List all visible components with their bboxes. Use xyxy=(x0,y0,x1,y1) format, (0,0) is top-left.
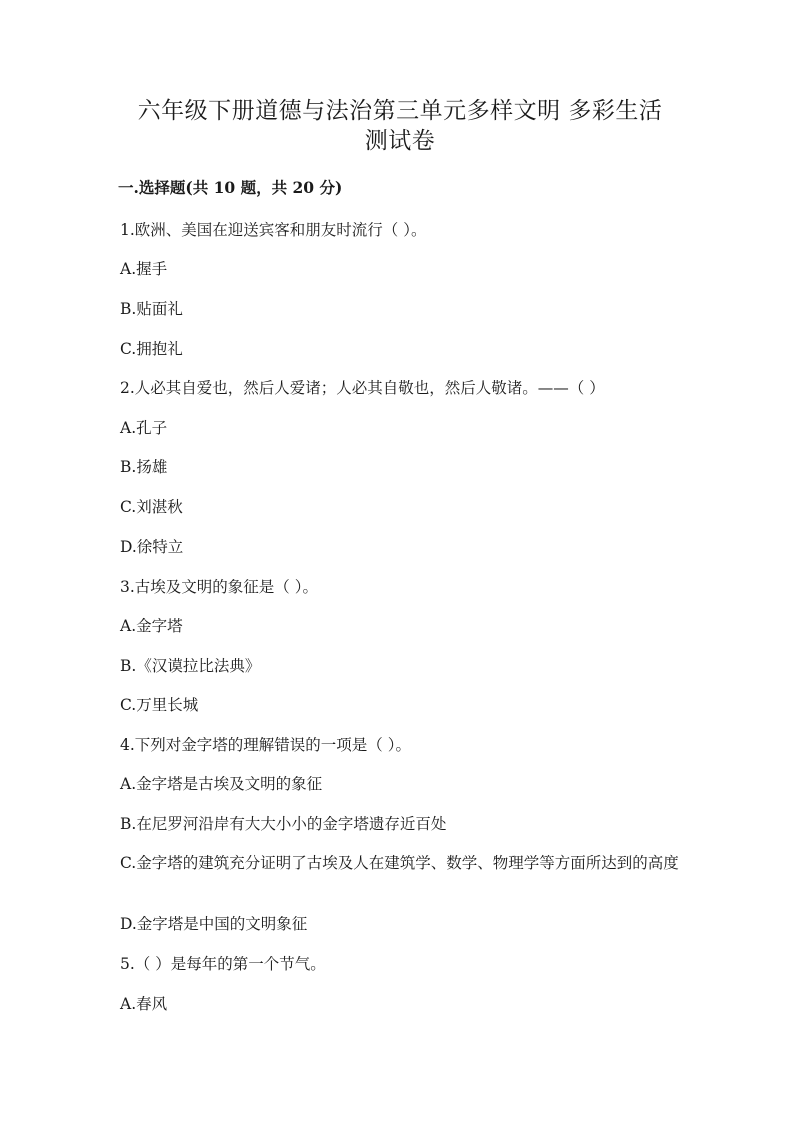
option-q4-b: B.在尼罗河沿岸有大大小小的金字塔遗存近百处 xyxy=(120,815,447,833)
title-line-1: 六年级下册道德与法治第三单元多样文明 多彩生活 xyxy=(137,98,663,124)
option-q2-d: D.徐特立 xyxy=(120,538,184,556)
option-q4-c: C.金字塔的建筑充分证明了古埃及人在建筑学、数学、物理学等方面所达到的高度 xyxy=(120,854,679,872)
question-stem-4: 4.下列对金字塔的理解错误的一项是（ ）。 xyxy=(120,736,411,754)
question-stem-1: 1.欧洲、美国在迎送宾客和朋友时流行（ ）。 xyxy=(120,221,427,239)
title-line-2: 测试卷 xyxy=(364,128,436,154)
option-q2-a: A.孔子 xyxy=(120,419,168,437)
question-stem-5: 5.（ ）是每年的第一个节气。 xyxy=(120,955,326,973)
question-stem-3: 3.古埃及文明的象征是（ ）。 xyxy=(120,578,318,596)
option-q2-b: B.扬雄 xyxy=(120,458,168,476)
question-stem-2: 2.人必其自爱也，然后人爱诸；人必其自敬也，然后人敬诸。——（ ） xyxy=(120,379,605,397)
option-q3-b: B.《汉谟拉比法典》 xyxy=(120,657,261,675)
option-q4-d: D.金字塔是中国的文明象征 xyxy=(120,915,308,933)
option-q2-c: C.刘湛秋 xyxy=(120,498,183,516)
option-q1-b: B.贴面礼 xyxy=(120,300,183,318)
option-q1-a: A.握手 xyxy=(120,260,168,278)
option-q3-a: A.金字塔 xyxy=(120,617,183,635)
page-title xyxy=(100,96,700,156)
option-q5-a: A.春风 xyxy=(120,995,168,1013)
option-q4-a: A.金字塔是古埃及文明的象征 xyxy=(120,775,323,793)
option-q1-c: C.拥抱礼 xyxy=(120,340,183,358)
section-heading: 一.选择题(共 10 题，共 20 分) xyxy=(118,178,343,197)
option-q3-c: C.万里长城 xyxy=(120,696,199,714)
